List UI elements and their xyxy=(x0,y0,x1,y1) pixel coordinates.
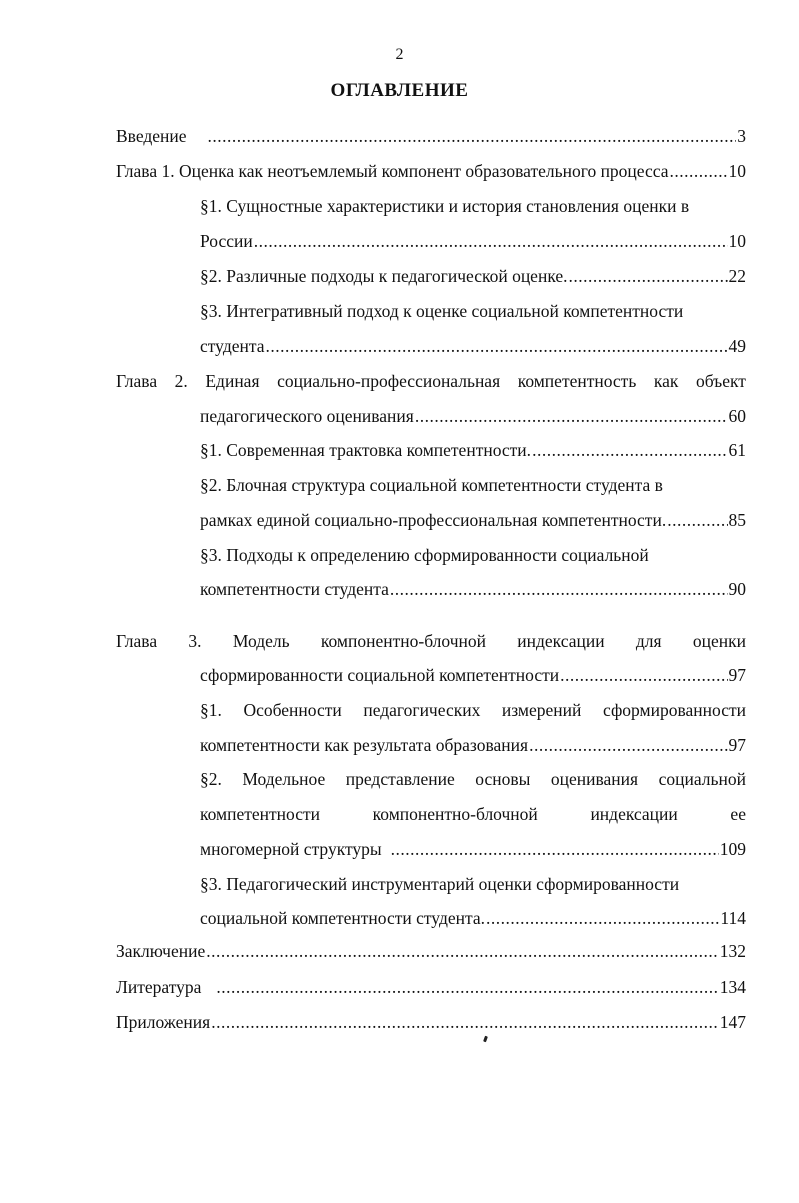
leader-dots xyxy=(206,940,719,962)
toc-label: Заключение xyxy=(116,941,206,961)
toc-entry-chapter-1[interactable] xyxy=(116,160,746,182)
toc-label: социальной компетентности студента. xyxy=(200,908,485,928)
toc-entry-appendix[interactable] xyxy=(116,1011,746,1033)
toc-section-2-2-line-1: §2. Блочная структура социальной компетентности студента в xyxy=(200,475,663,495)
toc-page: 10 xyxy=(728,231,746,251)
toc-chapter-3-line-1: Глава 3. Модель компонентно-блочной индексации для оценки xyxy=(116,631,746,651)
toc-section-1-3-line-1: §3. Интегративный подход к оценке социальной компетентности xyxy=(200,301,684,321)
toc-page: 60 xyxy=(728,406,746,426)
toc-label: Литература xyxy=(116,977,202,997)
leader-dots xyxy=(208,125,737,147)
toc-page: 3 xyxy=(737,126,746,146)
toc-entry-chapter-2[interactable] xyxy=(200,405,746,427)
leader-dots xyxy=(670,160,728,182)
toc-entry-section-3-3[interactable] xyxy=(200,907,746,929)
leader-dots xyxy=(560,664,727,686)
toc-entry-intro[interactable] xyxy=(116,125,746,147)
toc-page: 147 xyxy=(719,1012,746,1032)
toc-label: студента xyxy=(200,336,265,356)
toc-entry-conclusion[interactable] xyxy=(116,940,746,962)
leader-dots xyxy=(532,439,727,461)
toc-entry-section-1-2[interactable] xyxy=(200,265,746,287)
toc-page: 49 xyxy=(728,336,746,356)
leader-dots xyxy=(415,405,728,427)
toc-label: Глава 1. Оценка как неотъемлемый компонент образовательного процесса xyxy=(116,161,669,181)
toc-label: сформированности социальной компетентности xyxy=(200,665,560,685)
toc-entry-chapter-3[interactable] xyxy=(200,664,746,686)
toc-label: Введение xyxy=(116,126,187,146)
toc-chapter-2-line-1: Глава 2. Единая социально-профессиональная компетентность как объект xyxy=(116,371,746,391)
toc-label: §1. Современная трактовка компетентности. xyxy=(200,440,532,460)
toc-section-3-3-line-1: §3. Педагогический инструментарий оценки сформированности xyxy=(200,874,680,894)
toc-label: §2. Различные подходы к педагогической оценке. xyxy=(200,266,568,286)
toc-section-3-2-line-1: §2. Модельное представление основы оценивания социальной xyxy=(200,769,746,789)
toc-section-3-2-line-2: компетентности компонентно-блочной индексации ее xyxy=(200,804,746,824)
toc-page: 132 xyxy=(719,941,746,961)
leader-dots xyxy=(211,1011,719,1033)
toc-label: педагогического оценивания xyxy=(200,406,414,426)
toc-entry-section-3-2[interactable] xyxy=(200,838,746,860)
page-title: ОГЛАВЛЕНИЕ xyxy=(330,80,469,101)
leader-dots xyxy=(391,838,719,860)
toc-entry-section-1-3[interactable] xyxy=(200,335,746,357)
toc-page: 10 xyxy=(728,161,746,181)
toc-label: Приложения xyxy=(116,1012,211,1032)
leader-dots xyxy=(529,734,727,756)
toc-label: компетентности студента xyxy=(200,579,389,599)
toc-page: 97 xyxy=(728,735,746,755)
toc-section-2-3-line-1: §3. Подходы к определению сформированности социальной xyxy=(200,545,649,565)
toc-entry-section-2-2[interactable] xyxy=(200,509,746,531)
toc-label: многомерной структуры xyxy=(200,839,382,859)
leader-dots xyxy=(486,907,719,929)
scan-speck xyxy=(483,1036,488,1043)
toc-entry-section-2-1[interactable] xyxy=(200,439,746,461)
leader-dots xyxy=(266,335,728,357)
toc-label: России xyxy=(200,231,253,251)
toc-page: 97 xyxy=(728,665,746,685)
toc-entry-section-1-1[interactable] xyxy=(200,230,746,252)
leader-dots xyxy=(216,976,718,998)
leader-dots xyxy=(390,578,728,600)
toc-page: 85 xyxy=(728,510,746,530)
leader-dots xyxy=(254,230,728,252)
toc-page: 22 xyxy=(728,266,746,286)
leader-dots xyxy=(569,265,728,287)
toc-label: рамках единой социально-профессиональная компетентности. xyxy=(200,510,667,530)
toc-label: компетентности как результата образования xyxy=(200,735,529,755)
leader-dots xyxy=(667,509,727,531)
toc-section-3-1-line-1: §1. Особенности педагогических измерений сформированности xyxy=(200,700,746,720)
toc-entry-literature[interactable] xyxy=(116,976,746,998)
toc-page: 114 xyxy=(720,908,746,928)
toc-page: 61 xyxy=(728,440,746,460)
toc-page: 90 xyxy=(728,579,746,599)
toc-entry-section-3-1[interactable] xyxy=(200,734,746,756)
toc-entry-section-2-3[interactable] xyxy=(200,578,746,600)
toc-page: 109 xyxy=(719,839,746,859)
toc-section-1-1-line-1: §1. Сущностные характеристики и история становления оценки в xyxy=(200,196,690,216)
page-number: 2 xyxy=(395,46,404,63)
toc-page: 134 xyxy=(719,977,746,997)
